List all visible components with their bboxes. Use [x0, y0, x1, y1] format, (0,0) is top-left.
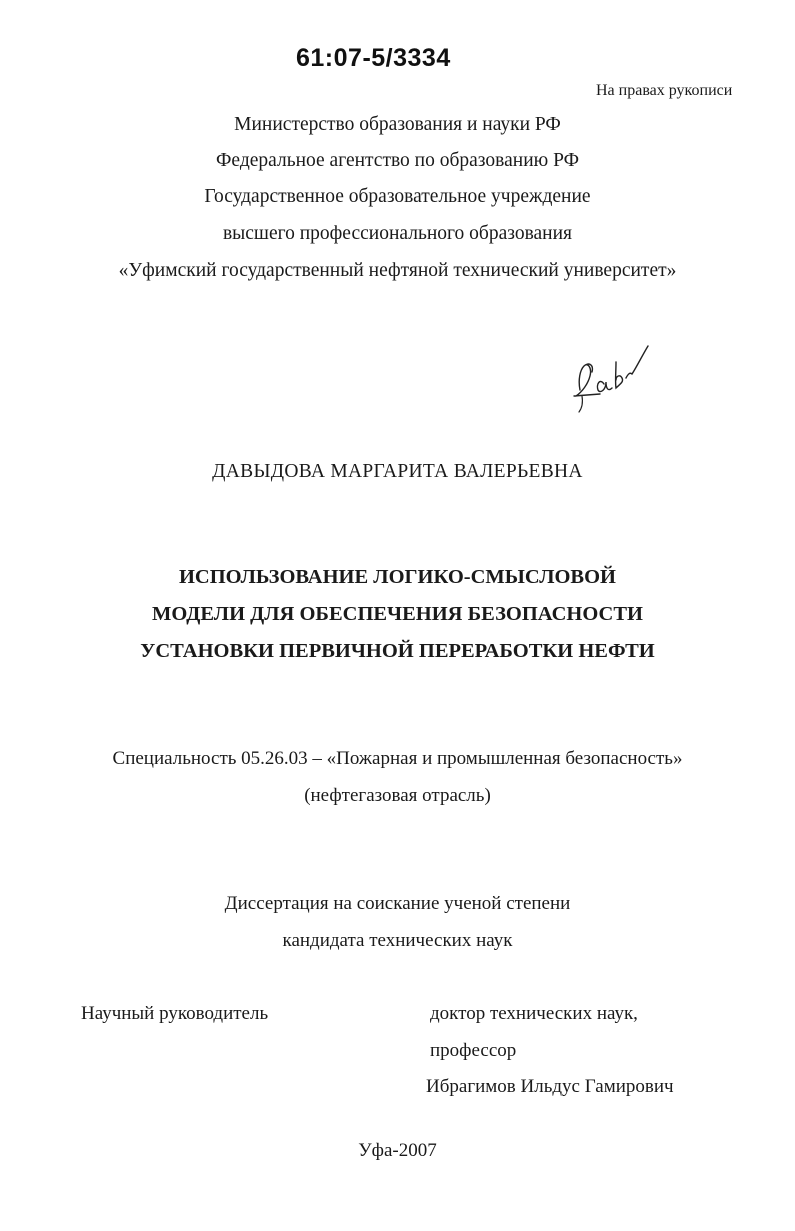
supervisor-label: Научный руководитель	[81, 1003, 269, 1024]
ministry-line: Министерство образования и науки РФ	[234, 114, 561, 135]
title-line-2: МОДЕЛИ ДЛЯ ОБЕСПЕЧЕНИЯ БЕЗОПАСНОСТИ	[152, 603, 643, 625]
industry-line: (нефтегазовая отрасль)	[304, 785, 491, 806]
title-line-3: УСТАНОВКИ ПЕРВИЧНОЙ ПЕРЕРАБОТКИ НЕФТИ	[140, 640, 655, 662]
city-year: Уфа-2007	[358, 1140, 437, 1161]
specialty-line: Специальность 05.26.03 – «Пожарная и промышленная безопасность»	[112, 748, 683, 769]
degree-line-1: Диссертация на соискание ученой степени	[224, 893, 571, 914]
university-name-line: «Уфимский государственный нефтяной технический университет»	[118, 260, 677, 281]
supervisor-rank: профессор	[430, 1040, 517, 1061]
handwritten-signature	[570, 338, 665, 418]
supervisor-name: Ибрагимов Ильдус Гамирович	[426, 1076, 674, 1097]
degree-line-2: кандидата технических наук	[282, 930, 513, 951]
title-line-1: ИСПОЛЬЗОВАНИЕ ЛОГИКО-СМЫСЛОВОЙ	[178, 566, 616, 588]
rights-note: На правах рукописи	[596, 82, 733, 99]
supervisor-degree: доктор технических наук,	[430, 1003, 638, 1024]
author-name: ДАВЫДОВА МАРГАРИТА ВАЛЕРЬЕВНА	[212, 461, 583, 482]
catalog-number: 61:07-5/3334	[296, 44, 451, 72]
institution-type-line: Государственное образовательное учреждение	[204, 186, 591, 207]
agency-line: Федеральное агентство по образованию РФ	[216, 150, 579, 171]
education-level-line: высшего профессионального образования	[222, 223, 573, 244]
